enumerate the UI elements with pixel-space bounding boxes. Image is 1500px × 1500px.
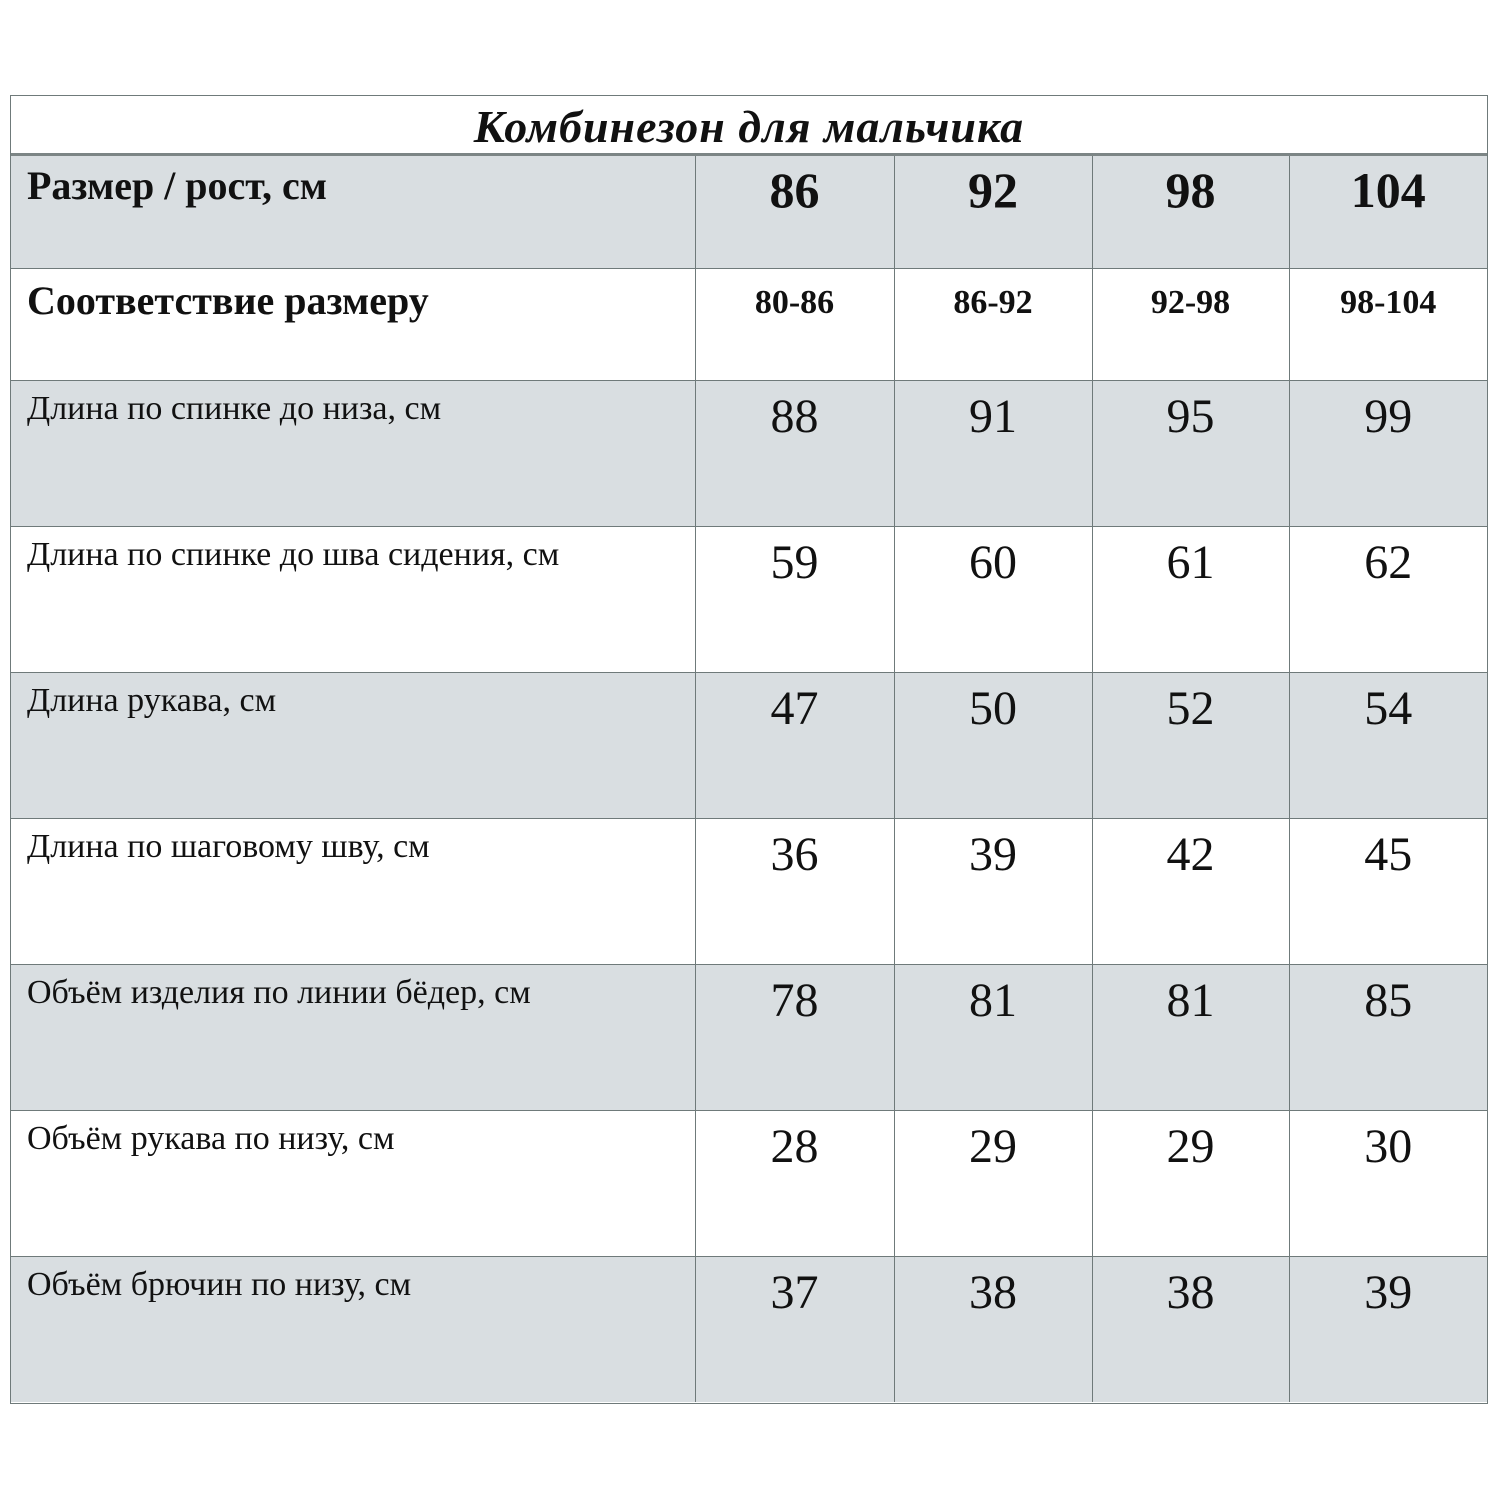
- cell-value: 29: [1092, 1110, 1289, 1256]
- cell-value: 50: [894, 672, 1092, 818]
- header-row: [11, 156, 1487, 268]
- cell-value: 36: [695, 818, 894, 964]
- size-92: 92: [894, 156, 1092, 268]
- cell-value: 85: [1289, 964, 1487, 1110]
- match-value: 98-104: [1289, 268, 1487, 380]
- cell-value: 39: [894, 818, 1092, 964]
- cell-value: 95: [1092, 380, 1289, 526]
- row-label: Длина рукава, см: [11, 672, 695, 818]
- cell-value: 59: [695, 526, 894, 672]
- cell-value: 38: [894, 1256, 1092, 1402]
- row-label: Длина по шаговому шву, см: [11, 818, 695, 964]
- size-86: 86: [695, 156, 894, 268]
- row-label: Объём изделия по линии бёдер, см: [11, 964, 695, 1110]
- match-row: [11, 268, 1487, 380]
- cell-value: 60: [894, 526, 1092, 672]
- size-table: [11, 156, 1487, 1402]
- cell-value: 81: [1092, 964, 1289, 1110]
- table-row: [11, 964, 1487, 1110]
- cell-value: 38: [1092, 1256, 1289, 1402]
- table-row: [11, 526, 1487, 672]
- cell-value: 29: [894, 1110, 1092, 1256]
- cell-value: 45: [1289, 818, 1487, 964]
- chart-title: Комбинезон для мальчика: [11, 96, 1487, 156]
- row-label: Длина по спинке до низа, см: [11, 380, 695, 526]
- match-value: 80-86: [695, 268, 894, 380]
- table-row: [11, 1110, 1487, 1256]
- row-label: Объём рукава по низу, см: [11, 1110, 695, 1256]
- table-row: [11, 818, 1487, 964]
- row-label: Объём брючин по низу, см: [11, 1256, 695, 1402]
- match-value: 92-98: [1092, 268, 1289, 380]
- cell-value: 99: [1289, 380, 1487, 526]
- cell-value: 28: [695, 1110, 894, 1256]
- cell-value: 91: [894, 380, 1092, 526]
- cell-value: 39: [1289, 1256, 1487, 1402]
- table-row: [11, 672, 1487, 818]
- cell-value: 30: [1289, 1110, 1487, 1256]
- cell-value: 78: [695, 964, 894, 1110]
- cell-value: 61: [1092, 526, 1289, 672]
- cell-value: 42: [1092, 818, 1289, 964]
- row-label: Длина по спинке до шва сидения, см: [11, 526, 695, 672]
- size-98: 98: [1092, 156, 1289, 268]
- cell-value: 52: [1092, 672, 1289, 818]
- match-label: Соответствие размеру: [11, 268, 695, 380]
- cell-value: 54: [1289, 672, 1487, 818]
- cell-value: 62: [1289, 526, 1487, 672]
- cell-value: 37: [695, 1256, 894, 1402]
- size-104: 104: [1289, 156, 1487, 268]
- cell-value: 88: [695, 380, 894, 526]
- header-label: Размер / рост, см: [11, 156, 695, 268]
- cell-value: 47: [695, 672, 894, 818]
- cell-value: 81: [894, 964, 1092, 1110]
- table-row: [11, 380, 1487, 526]
- match-value: 86-92: [894, 268, 1092, 380]
- size-chart: [10, 95, 1488, 1404]
- table-row: [11, 1256, 1487, 1402]
